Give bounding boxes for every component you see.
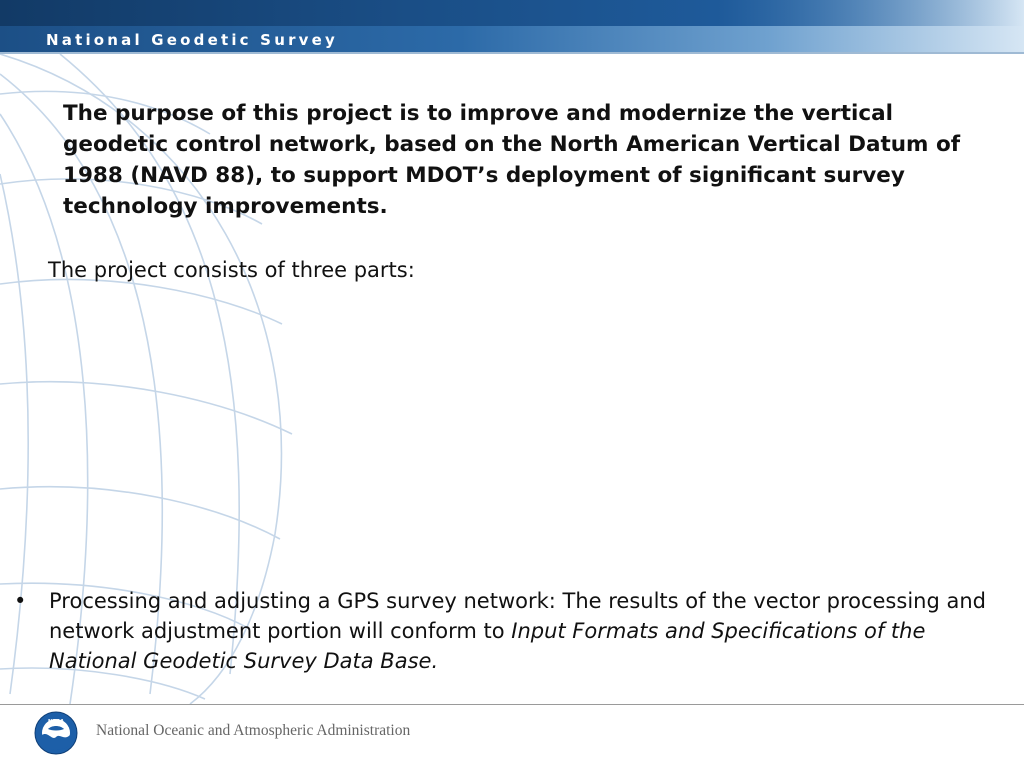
purpose-paragraph: The purpose of this project is to improve and modernize the vertical geodetic control network, based on the North American Vertical Datum of 1988 (NAVD 88), to support MDOT’s deployment of significant survey technology improvements. [63, 101, 961, 219]
intro-paragraph: The project consists of three parts: [48, 258, 415, 282]
bullet-text-plain: Processing and adjusting a GPS survey network: The results of the vector processing and network adjustment portion will conform to [49, 589, 986, 643]
bullet-text-italic: Input Formats and Specifications of the National Geodetic Survey Data Base. [49, 619, 926, 673]
header-band-dark [0, 0, 1024, 26]
noaa-logo-label: NOAA [47, 719, 65, 725]
bullet-text [49, 589, 986, 673]
list-item [14, 586, 1004, 676]
header-title: National Geodetic Survey [46, 31, 338, 49]
noaa-logo-icon [34, 711, 78, 755]
header-band [0, 0, 1024, 52]
bullet-icon: • [14, 589, 27, 613]
bullet-list [14, 586, 1004, 676]
agency-name: National Oceanic and Atmospheric Administration [96, 722, 411, 739]
footer-divider [0, 704, 1024, 705]
